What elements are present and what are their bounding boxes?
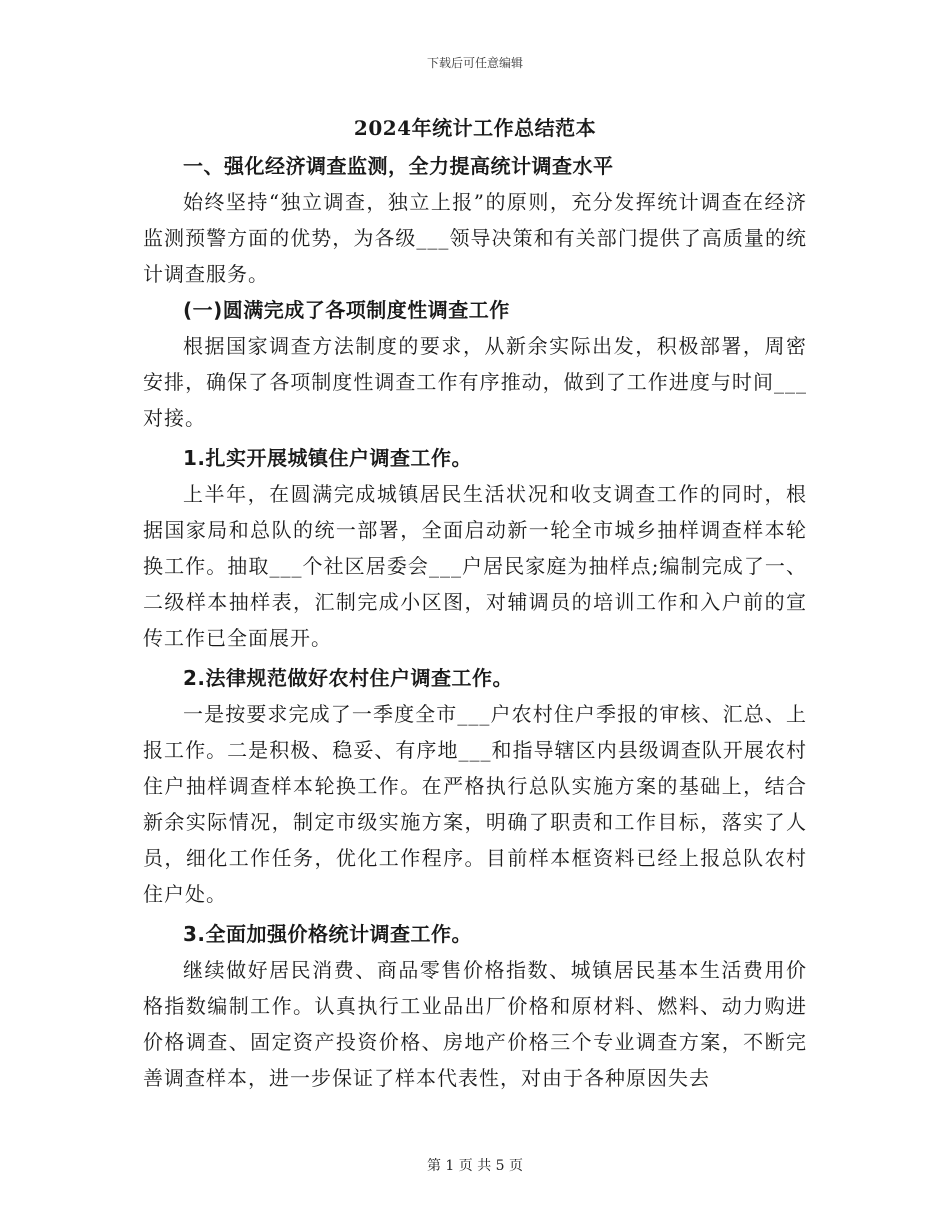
subsection-heading-1: (一)圆满完成了各项制度性调查工作 (183, 298, 510, 322)
item-3-paragraph: 继续做好居民消费、商品零售价格指数、城镇居民基本生活费用价格指数编制工作。认真执行工业品出厂价格和原材料、燃料、动力购进价格调查、固定资产投资价格、房地产价格三个专业调查方案，不断完善调查样本，进一步保证了样本代表性，对由于各种原因失去 (143, 958, 807, 1090)
item-heading-3: 3.全面加强价格统计调查工作。 (183, 922, 473, 946)
section-1-intro-paragraph: 始终坚持“独立调查，独立上报”的原则，充分发挥统计调查在经济监测预警方面的优势，为各级___领导决策和有关部门提供了高质量的统计调查服务。 (143, 190, 807, 286)
document-title: 2024年统计工作总结范本 (353, 116, 597, 140)
item-1-paragraph: 上半年，在圆满完成城镇居民生活状况和收支调查工作的同时，根据国家局和总队的统一部署，全面启动新一轮全市城乡抽样调查样本轮换工作。抽取___个社区居委会___户居民家庭为抽样点;编制完成了一、二级样本抽样表，汇制完成小区图，对辅调员的培训工作和入户前的宣传工作已全面展开。 (143, 482, 807, 650)
item-heading-1: 1.扎实开展城镇住户调查工作。 (183, 446, 473, 470)
section-heading-1: 一、强化经济调查监测，全力提高统计调查水平 (183, 154, 614, 178)
subsection-1-paragraph: 根据国家调查方法制度的要求，从新余实际出发，积极部署，周密安排，确保了各项制度性调查工作有序推动，做到了工作进度与时间___对接。 (143, 334, 807, 430)
item-heading-2: 2.法律规范做好农村住户调查工作。 (183, 666, 514, 690)
header-note: 下载后可任意编辑 (426, 56, 523, 70)
document-content (143, 110, 807, 1096)
item-2-paragraph: 一是按要求完成了一季度全市___户农村住户季报的审核、汇总、上报工作。二是积极、稳妥、有序地___和指导辖区内县级调查队开展农村住户抽样调查样本轮换工作。在严格执行总队实施方案的基础上，结合新余实际情况，制定市级实施方案，明确了职责和工作目标，落实了人员，细化工作任务，优化工作程序。目前样本框资料已经上报总队农村住户处。 (143, 702, 807, 906)
page-number-footer: 第 1 页 共 5 页 (426, 1158, 524, 1174)
